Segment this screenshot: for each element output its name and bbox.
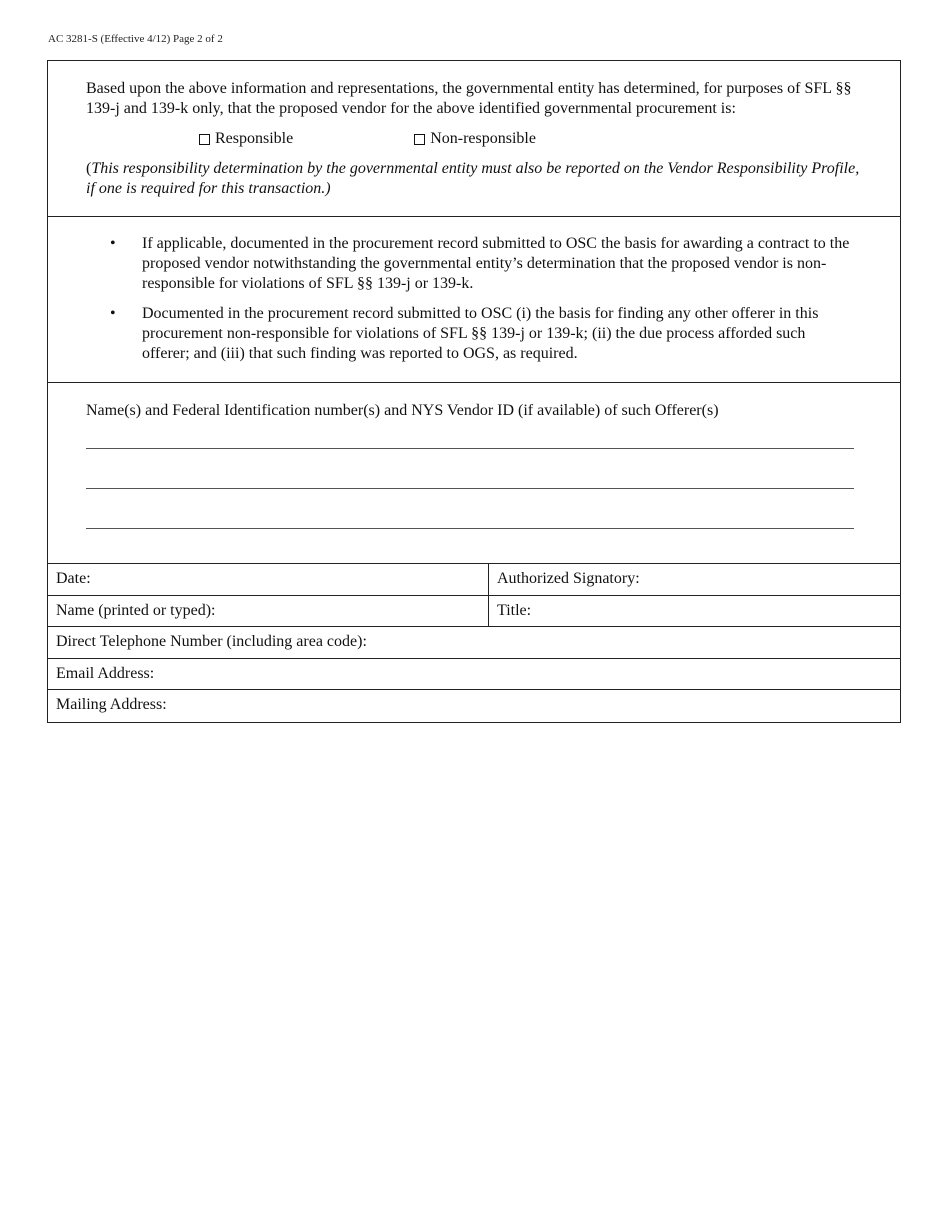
note-paren: ( <box>86 160 92 177</box>
phone-row <box>48 627 900 659</box>
responsibility-form <box>47 60 901 723</box>
non-responsible-checkbox[interactable] <box>414 134 425 145</box>
determination-intro: Based upon the above information and representations, the governmental entity has determined, for purposes of SFL §§ 139-j and 139-k only, that the proposed vendor for the above identified governmental procurement is: <box>86 80 852 117</box>
list-item <box>110 304 854 364</box>
bullet-text: If applicable, documented in the procurement record submitted to OSC the basis for awarding a contract to the proposed vendor notwithstanding the governmental entity’s determination that the proposed vendor is non-responsible for violations of SFL §§ 139-j or 139-k. <box>142 235 850 292</box>
form-id-header: AC 3281-S (Effective 4/12) Page 2 of 2 <box>48 33 223 45</box>
mailing-address-field[interactable]: Mailing Address: <box>56 696 167 714</box>
offerer-entry-line[interactable] <box>86 528 854 529</box>
option-non-responsible[interactable] <box>414 129 536 149</box>
note-text: This responsibility determination by the governmental entity must also be reported on the Vendor Responsibility Profile, if one is required for this transaction.) <box>86 160 860 197</box>
name-title-row <box>48 596 900 628</box>
name-field[interactable]: Name (printed or typed): <box>48 596 489 627</box>
email-field[interactable]: Email Address: <box>56 664 155 682</box>
option-responsible-label: Responsible <box>215 130 294 147</box>
offerers-section <box>48 383 900 564</box>
responsible-checkbox[interactable] <box>199 134 210 145</box>
option-non-responsible-label: Non-responsible <box>430 130 536 147</box>
determination-choices <box>199 129 860 149</box>
signature-row <box>48 564 900 596</box>
date-field[interactable]: Date: <box>48 564 489 595</box>
bullet-icon: • <box>110 235 116 252</box>
option-responsible[interactable] <box>199 129 293 149</box>
determination-note <box>86 159 860 199</box>
documentation-section <box>48 217 900 383</box>
determination-section <box>48 61 900 217</box>
list-item <box>110 234 854 294</box>
bullet-icon: • <box>110 305 116 322</box>
offerer-entry-line[interactable] <box>86 488 854 489</box>
mailing-row <box>48 690 900 722</box>
offerer-entry-line[interactable] <box>86 448 854 449</box>
authorized-signatory-field[interactable]: Authorized Signatory: <box>497 570 640 587</box>
title-field[interactable]: Title: <box>497 601 532 619</box>
phone-field[interactable]: Direct Telephone Number (including area code): <box>56 633 367 651</box>
offerers-label: Name(s) and Federal Identification number(s) and NYS Vendor ID (if available) of such Offerer(s) <box>86 402 719 419</box>
email-row <box>48 659 900 691</box>
bullet-text: Documented in the procurement record submitted to OSC (i) the basis for finding any other offerer in this procurement non-responsible for violations of SFL §§ 139-j or 139-k; (ii) the due process afforded such offerer; and (iii) that such finding was reported to OGS, as required. <box>142 305 819 362</box>
